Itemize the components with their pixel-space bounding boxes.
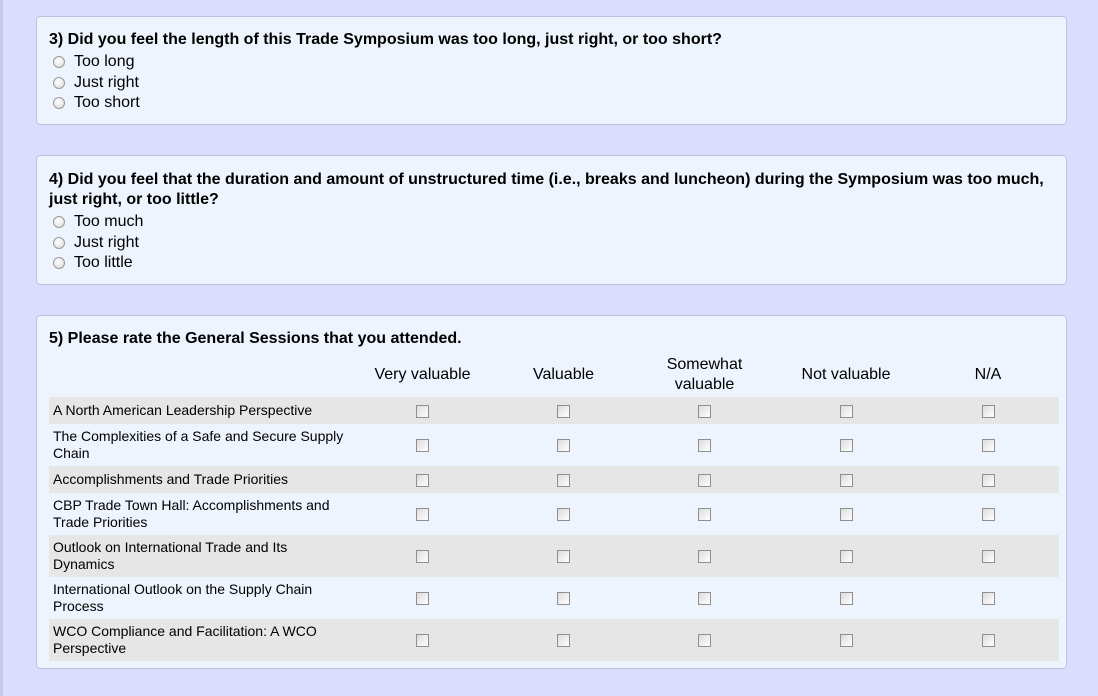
radio-button[interactable]	[53, 77, 65, 89]
q3-option-too-short[interactable]	[49, 93, 1054, 114]
session-label: A North American Leadership Perspective	[49, 397, 352, 424]
rating-checkbox[interactable]	[840, 508, 853, 521]
session-label: Accomplishments and Trade Priorities	[49, 466, 352, 493]
rating-checkbox[interactable]	[416, 634, 429, 647]
rating-checkbox[interactable]	[416, 550, 429, 563]
rating-checkbox[interactable]	[982, 634, 995, 647]
rating-cell	[775, 619, 917, 661]
header-blank	[49, 353, 352, 397]
rating-checkbox[interactable]	[698, 508, 711, 521]
q4-option-too-much[interactable]	[49, 212, 1054, 233]
radio-button[interactable]	[53, 257, 65, 269]
q3-option-too-long[interactable]	[49, 52, 1054, 73]
rating-cell	[917, 466, 1059, 493]
q4-option-just-right[interactable]	[49, 233, 1054, 254]
rating-cell	[352, 397, 493, 424]
rating-cell	[493, 535, 634, 577]
rating-checkbox[interactable]	[416, 592, 429, 605]
rating-cell	[775, 424, 917, 466]
session-label: The Complexities of a Safe and Secure Supply Chain	[49, 424, 352, 466]
rating-cell	[775, 535, 917, 577]
rating-cell	[634, 424, 775, 466]
radio-button[interactable]	[53, 237, 65, 249]
question-5-card	[36, 315, 1067, 669]
rating-checkbox[interactable]	[557, 474, 570, 487]
rating-cell	[775, 493, 917, 535]
rating-checkbox[interactable]	[557, 405, 570, 418]
session-label: CBP Trade Town Hall: Accomplishments and Trade Priorities	[49, 493, 352, 535]
column-header: Valuable	[532, 366, 595, 383]
rating-cell	[493, 424, 634, 466]
rating-checkbox[interactable]	[698, 592, 711, 605]
q3-option-just-right[interactable]	[49, 73, 1054, 94]
rating-checkbox[interactable]	[982, 439, 995, 452]
rating-checkbox[interactable]	[840, 439, 853, 452]
rating-cell	[775, 397, 917, 424]
rating-checkbox[interactable]	[557, 508, 570, 521]
rating-cell	[775, 577, 917, 619]
radio-button[interactable]	[53, 56, 65, 68]
table-row	[49, 577, 1059, 619]
rating-cell	[917, 397, 1059, 424]
rating-checkbox[interactable]	[416, 508, 429, 521]
option-label: Too little	[74, 254, 133, 272]
rating-checkbox[interactable]	[557, 439, 570, 452]
rating-checkbox[interactable]	[840, 550, 853, 563]
rating-checkbox[interactable]	[840, 474, 853, 487]
question-4-title: 4) Did you feel that the duration and amount of unstructured time (i.e., breaks and luncheon) during the Symposium was too much, just right, or too little?	[49, 171, 1044, 208]
rating-cell	[493, 493, 634, 535]
rating-checkbox[interactable]	[416, 405, 429, 418]
rating-checkbox[interactable]	[982, 550, 995, 563]
rating-cell	[634, 577, 775, 619]
table-row	[49, 466, 1059, 493]
option-label: Just right	[74, 73, 139, 91]
rating-cell	[917, 535, 1059, 577]
rating-checkbox[interactable]	[557, 550, 570, 563]
rating-cell	[352, 577, 493, 619]
radio-button[interactable]	[53, 216, 65, 228]
session-label: WCO Compliance and Facilitation: A WCO Perspective	[49, 619, 352, 661]
column-header: Not valuable	[801, 366, 891, 383]
option-label: Too long	[74, 53, 135, 71]
rating-checkbox[interactable]	[698, 634, 711, 647]
table-row	[49, 493, 1059, 535]
rating-cell	[352, 424, 493, 466]
question-3-card	[36, 16, 1067, 125]
rating-checkbox[interactable]	[982, 405, 995, 418]
rating-cell	[917, 577, 1059, 619]
rating-cell	[634, 535, 775, 577]
rating-cell	[634, 397, 775, 424]
rating-cell	[917, 424, 1059, 466]
rating-cell	[493, 466, 634, 493]
rating-checkbox[interactable]	[557, 634, 570, 647]
rating-cell	[634, 619, 775, 661]
question-5-title: 5) Please rate the General Sessions that you attended.	[49, 330, 462, 347]
rating-checkbox[interactable]	[698, 405, 711, 418]
rating-cell	[917, 619, 1059, 661]
radio-button[interactable]	[53, 97, 65, 109]
rating-cell	[352, 466, 493, 493]
rating-cell	[352, 535, 493, 577]
rating-grid	[49, 353, 1059, 661]
rating-checkbox[interactable]	[982, 592, 995, 605]
rating-cell	[493, 619, 634, 661]
rating-checkbox[interactable]	[840, 405, 853, 418]
rating-cell	[917, 493, 1059, 535]
column-header: Very valuable	[374, 366, 471, 383]
rating-cell	[352, 493, 493, 535]
q4-option-too-little[interactable]	[49, 253, 1054, 274]
session-label: International Outlook on the Supply Chain Process	[49, 577, 352, 619]
rating-cell	[493, 397, 634, 424]
rating-checkbox[interactable]	[557, 592, 570, 605]
rating-checkbox[interactable]	[416, 474, 429, 487]
rating-checkbox[interactable]	[698, 439, 711, 452]
rating-grid-header	[49, 353, 1059, 397]
table-row	[49, 535, 1059, 577]
rating-checkbox[interactable]	[982, 508, 995, 521]
rating-checkbox[interactable]	[416, 439, 429, 452]
rating-checkbox[interactable]	[698, 474, 711, 487]
table-row	[49, 424, 1059, 466]
question-3-title: 3) Did you feel the length of this Trade Symposium was too long, just right, or too short?	[49, 31, 722, 48]
rating-checkbox[interactable]	[982, 474, 995, 487]
rating-cell	[634, 466, 775, 493]
rating-checkbox[interactable]	[698, 550, 711, 563]
table-row	[49, 619, 1059, 661]
column-header: Somewhat valuable	[666, 356, 743, 393]
question-4-card	[36, 155, 1067, 285]
table-row	[49, 397, 1059, 424]
rating-checkbox[interactable]	[840, 592, 853, 605]
rating-cell	[352, 619, 493, 661]
session-label: Outlook on International Trade and Its Dynamics	[49, 535, 352, 577]
rating-cell	[775, 466, 917, 493]
column-header: N/A	[974, 366, 1002, 383]
option-label: Too short	[74, 94, 140, 112]
rating-cell	[493, 577, 634, 619]
rating-checkbox[interactable]	[840, 634, 853, 647]
option-label: Just right	[74, 233, 139, 251]
option-label: Too much	[74, 213, 144, 231]
rating-cell	[634, 493, 775, 535]
